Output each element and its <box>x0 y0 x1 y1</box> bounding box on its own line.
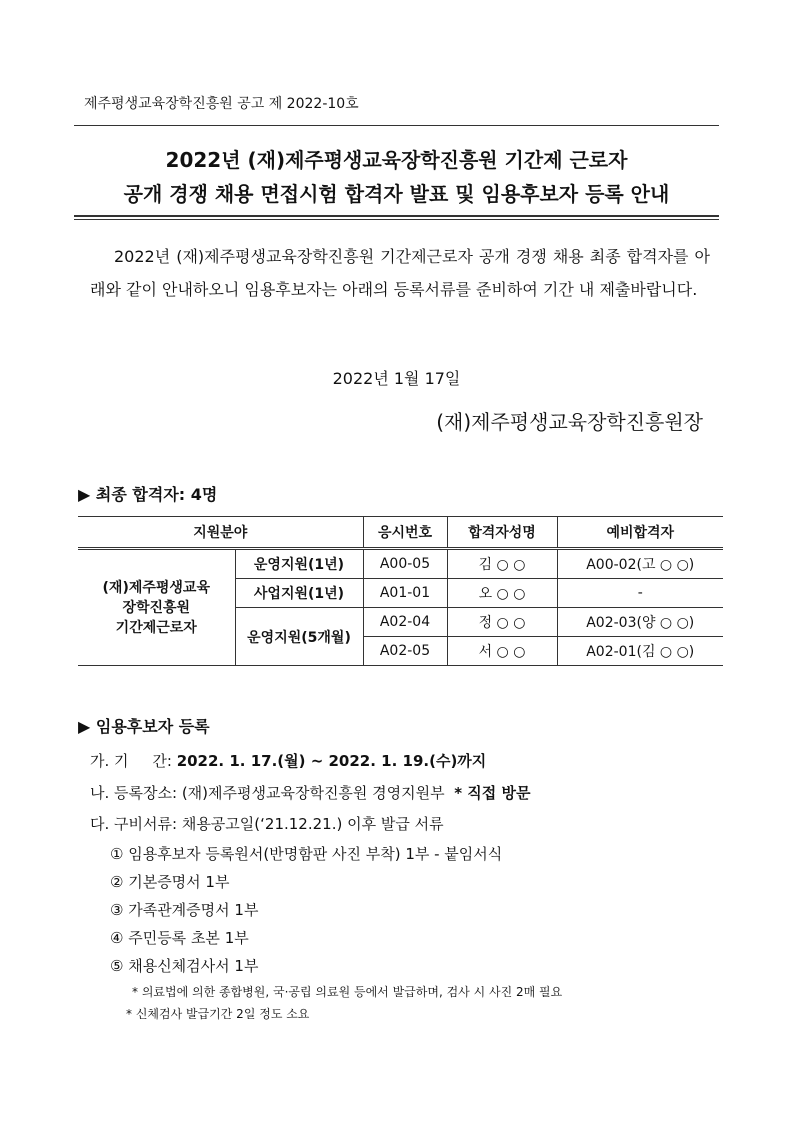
cell-number: A01-01 <box>363 579 447 608</box>
cell-field: 운영지원(1년) <box>235 549 363 579</box>
title-line-1: 2022년 (재)제주평생교육장학진흥원 기간제 근로자 <box>165 148 628 172</box>
document-item: ④ 주민등록 초본 1부 <box>110 929 249 947</box>
header-name: 합격자성명 <box>447 517 557 549</box>
table-header-row <box>78 517 723 549</box>
cell-name: 오 ○ ○ <box>447 579 557 608</box>
result-table <box>78 516 723 666</box>
notice-date: 2022년 1월 17일 <box>332 369 461 388</box>
place-label: 나. 등록장소: <box>90 784 178 802</box>
cell-number: A02-05 <box>363 637 447 666</box>
group-label-line: (재)제주평생교육 <box>102 579 210 596</box>
group-label <box>78 549 235 666</box>
cell-number: A00-05 <box>363 549 447 579</box>
period-label: 가. 기 간: <box>90 752 172 770</box>
document-item: ③ 가족관계증명서 1부 <box>110 901 259 919</box>
cell-reserve: A02-01(김 ○ ○) <box>557 637 723 666</box>
top-divider <box>74 125 719 126</box>
cell-field: 사업지원(1년) <box>235 579 363 608</box>
place-value: (재)제주평생교육장학진흥원 경영지원부 <box>181 784 445 802</box>
group-label-line: 기간제근로자 <box>115 619 197 636</box>
registration-period <box>90 750 486 771</box>
cell-name: 서 ○ ○ <box>447 637 557 666</box>
title-line-2: 공개 경쟁 채용 면접시험 합격자 발표 및 임용후보자 등록 안내 <box>123 182 670 206</box>
required-documents <box>90 813 444 834</box>
title-divider <box>74 215 719 220</box>
cell-number: A02-04 <box>363 608 447 637</box>
document-item: ⑤ 채용신체검사서 1부 <box>110 957 259 975</box>
header-number: 응시번호 <box>363 517 447 549</box>
cell-field: 운영지원(5개월) <box>235 608 363 666</box>
document-item: ① 임용후보자 등록원서(반명함판 사진 부착) 1부 - 붙임서식 <box>110 845 503 863</box>
intro-paragraph: 2022년 (재)제주평생교육장학진흥원 기간제근로자 공개 경쟁 채용 최종 합격자를 아래와 같이 안내하오니 임용후보자는 아래의 등록서류를 준비하여 기간 내 제출바랍니다. <box>90 247 710 299</box>
cell-reserve: A00-02(고 ○ ○) <box>557 549 723 579</box>
organization-signature: (재)제주평생교육장학진흥원장 <box>436 410 703 434</box>
documents-value: 채용공고일(‘21.12.21.) 이후 발급 서류 <box>181 815 444 833</box>
notice-number: 제주평생교육장학진흥원 공고 제 2022-10호 <box>84 96 359 112</box>
page-title <box>74 143 719 211</box>
section-registration-heading: ▶ 임용후보자 등록 <box>78 717 210 736</box>
document-item: ② 기본증명서 1부 <box>110 873 230 891</box>
cell-reserve: A02-03(양 ○ ○) <box>557 608 723 637</box>
period-value: 2022. 1. 17.(월) ~ 2022. 1. 19.(수)까지 <box>176 752 487 770</box>
documents-label: 다. 구비서류: <box>90 815 178 833</box>
cell-name: 김 ○ ○ <box>447 549 557 579</box>
cell-reserve: - <box>557 579 723 608</box>
document-note: * 신체검사 발급기간 2일 정도 소요 <box>126 1007 310 1021</box>
place-emphasis: * 직접 방문 <box>454 784 531 802</box>
header-reserve: 예비합격자 <box>557 517 723 549</box>
group-label-line: 장학진흥원 <box>122 599 191 616</box>
header-field: 지원분야 <box>78 517 363 549</box>
registration-place <box>90 782 530 803</box>
section-final-passers-heading: ▶ 최종 합격자: 4명 <box>78 485 218 504</box>
table-row <box>78 549 723 579</box>
cell-name: 정 ○ ○ <box>447 608 557 637</box>
document-note: * 의료법에 의한 종합병원, 국·공립 의료원 등에서 발급하며, 검사 시 사진 2매 필요 <box>132 985 563 999</box>
